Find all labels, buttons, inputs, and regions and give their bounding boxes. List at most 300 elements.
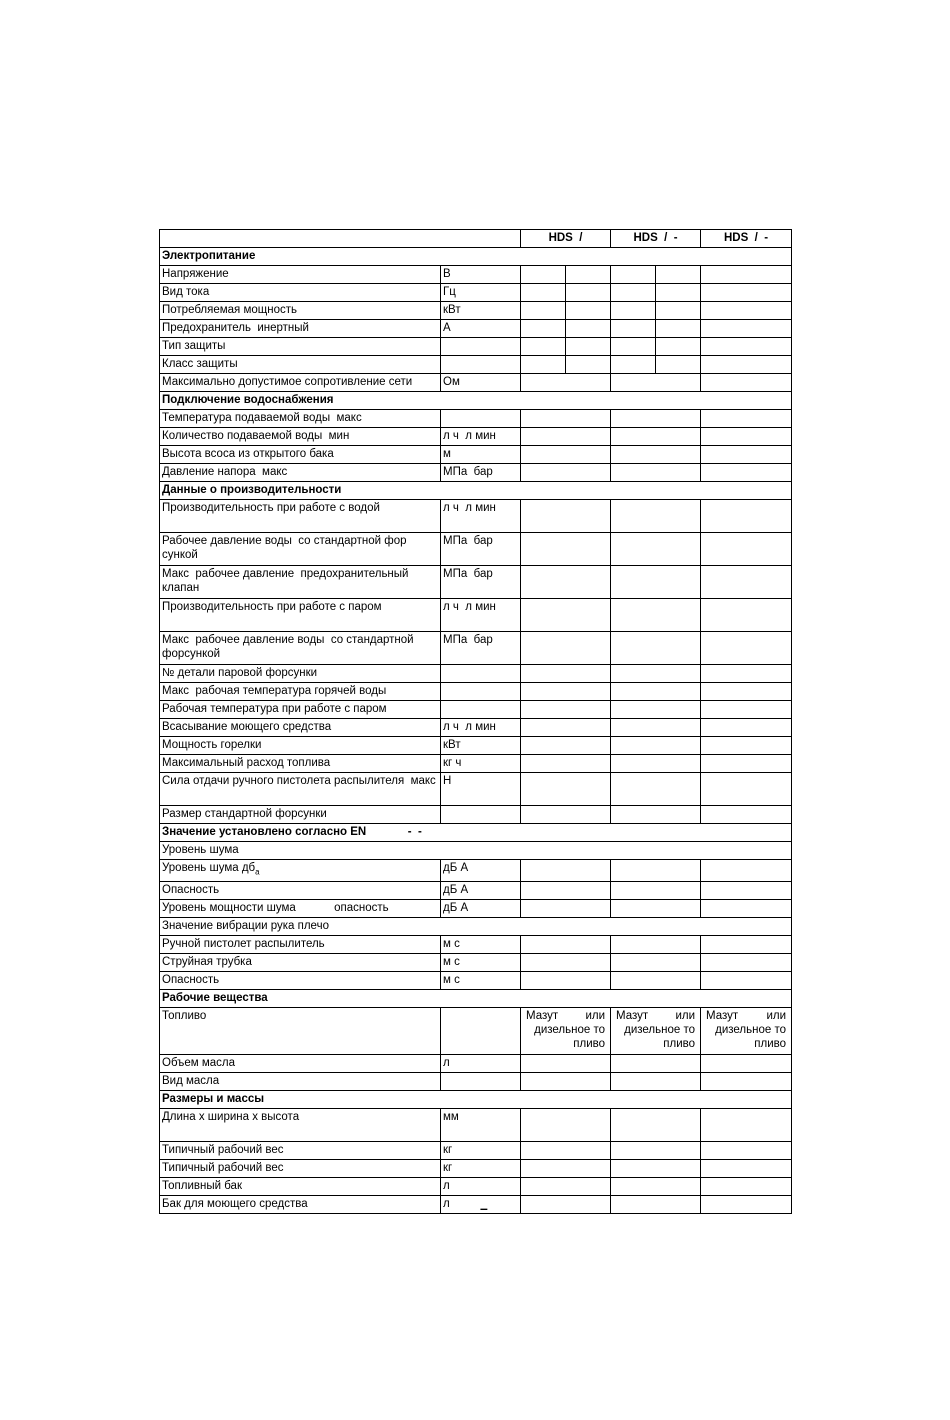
parameter-label bbox=[160, 533, 441, 566]
unit-cell: л bbox=[441, 1196, 521, 1214]
parameter-label-text: Уровень шума дб bbox=[162, 862, 256, 874]
spec-row bbox=[160, 302, 792, 320]
section-header-row bbox=[160, 392, 792, 410]
parameter-label-text: Напряжение bbox=[162, 268, 229, 280]
value-cell bbox=[701, 936, 792, 954]
value-cell bbox=[701, 284, 792, 302]
parameter-label bbox=[160, 446, 441, 464]
subsection-title: Уровень шума bbox=[160, 842, 792, 860]
parameter-label bbox=[160, 374, 441, 392]
value-cell bbox=[521, 356, 566, 374]
fuel-value-line: пливо bbox=[573, 1038, 605, 1051]
unit-cell: МПа бар bbox=[441, 632, 521, 665]
fuel-value-line: Мазут или bbox=[706, 1010, 786, 1023]
parameter-label-text: Макс рабочее давление воды со стандартной форсункой bbox=[162, 634, 417, 660]
section-header-row bbox=[160, 248, 792, 266]
parameter-label-subscript: a bbox=[255, 867, 260, 877]
value-cell bbox=[611, 737, 701, 755]
value-cell bbox=[701, 683, 792, 701]
unit-cell: Ом bbox=[441, 374, 521, 392]
value-cell bbox=[521, 882, 611, 900]
spec-row bbox=[160, 320, 792, 338]
value-cell bbox=[521, 806, 611, 824]
unit-cell: м с bbox=[441, 936, 521, 954]
value-cell bbox=[521, 302, 566, 320]
specifications-body bbox=[160, 230, 792, 1214]
unit-cell: м bbox=[441, 446, 521, 464]
parameter-label bbox=[160, 599, 441, 632]
section-title: Рабочие вещества bbox=[160, 990, 792, 1008]
unit-cell: л bbox=[441, 1055, 521, 1073]
parameter-label-text: Рабочая температура при работе с паром bbox=[162, 703, 387, 715]
parameter-label bbox=[160, 1073, 441, 1091]
value-cell bbox=[611, 936, 701, 954]
value-cell bbox=[611, 632, 701, 665]
value-cell bbox=[611, 1196, 701, 1214]
value-cell bbox=[521, 1142, 611, 1160]
parameter-label-text: Вид тока bbox=[162, 286, 210, 298]
value-cell bbox=[701, 860, 792, 882]
spec-row bbox=[160, 683, 792, 701]
spec-row bbox=[160, 1178, 792, 1196]
spec-row bbox=[160, 410, 792, 428]
parameter-label bbox=[160, 882, 441, 900]
parameter-label bbox=[160, 773, 441, 806]
unit-cell: л ч л мин bbox=[441, 599, 521, 632]
unit-cell: А bbox=[441, 320, 521, 338]
value-cell bbox=[701, 806, 792, 824]
model-header-1: HDS / bbox=[521, 230, 611, 248]
unit-cell bbox=[441, 1073, 521, 1091]
value-cell bbox=[521, 464, 611, 482]
value-cell bbox=[611, 1178, 701, 1196]
value-cell bbox=[701, 1178, 792, 1196]
unit-cell bbox=[441, 356, 521, 374]
parameter-label-text: Максимально допустимое сопротивление сети bbox=[162, 376, 413, 388]
parameter-label bbox=[160, 737, 441, 755]
unit-cell: МПа бар bbox=[441, 566, 521, 599]
value-cell bbox=[701, 773, 792, 806]
value-cell bbox=[701, 266, 792, 284]
parameter-label bbox=[160, 410, 441, 428]
parameter-label-text: Типичный рабочий вес bbox=[162, 1162, 284, 1175]
parameter-label-text: Объем масла bbox=[162, 1057, 235, 1070]
unit-cell: мм bbox=[441, 1109, 521, 1142]
parameter-label-text: Производительность при работе с паром bbox=[162, 601, 382, 613]
value-cell bbox=[701, 701, 792, 719]
fuel-value-cell bbox=[611, 1008, 701, 1055]
value-cell bbox=[701, 1196, 792, 1214]
value-cell bbox=[701, 954, 792, 972]
spec-row bbox=[160, 665, 792, 683]
value-cell bbox=[611, 302, 656, 320]
value-cell bbox=[701, 632, 792, 665]
value-cell bbox=[701, 446, 792, 464]
spec-row bbox=[160, 284, 792, 302]
unit-cell bbox=[441, 1008, 521, 1055]
value-cell bbox=[521, 566, 611, 599]
spec-row bbox=[160, 860, 792, 882]
parameter-label bbox=[160, 302, 441, 320]
spec-row bbox=[160, 806, 792, 824]
value-cell bbox=[701, 1055, 792, 1073]
section-title: Размеры и массы bbox=[160, 1091, 792, 1109]
parameter-label bbox=[160, 719, 441, 737]
unit-cell: кВт bbox=[441, 737, 521, 755]
parameter-label-text: Ручной пистолет распылитель bbox=[162, 938, 325, 951]
section-header-row bbox=[160, 1091, 792, 1109]
value-cell bbox=[566, 320, 611, 338]
unit-cell: В bbox=[441, 266, 521, 284]
unit-cell bbox=[441, 338, 521, 356]
spec-row bbox=[160, 566, 792, 599]
unit-cell: кВт bbox=[441, 302, 521, 320]
value-cell bbox=[611, 1109, 701, 1142]
spec-row bbox=[160, 464, 792, 482]
parameter-label bbox=[160, 701, 441, 719]
value-cell bbox=[521, 737, 611, 755]
value-cell bbox=[611, 446, 701, 464]
parameter-label bbox=[160, 900, 441, 918]
parameter-label-text: Количество подаваемой воды мин bbox=[162, 430, 350, 442]
value-cell bbox=[701, 1142, 792, 1160]
fuel-value-line: пливо bbox=[663, 1038, 695, 1051]
parameter-label bbox=[160, 284, 441, 302]
header-blank-cell bbox=[160, 230, 521, 248]
spec-row bbox=[160, 972, 792, 990]
spec-row bbox=[160, 500, 792, 533]
value-cell bbox=[611, 1142, 701, 1160]
value-cell bbox=[701, 882, 792, 900]
value-cell bbox=[701, 302, 792, 320]
value-cell bbox=[701, 972, 792, 990]
parameter-label bbox=[160, 1142, 441, 1160]
value-cell bbox=[521, 410, 611, 428]
unit-cell bbox=[441, 665, 521, 683]
parameter-label bbox=[160, 1196, 441, 1214]
parameter-label-text: Тип защиты bbox=[162, 340, 226, 352]
value-cell bbox=[701, 320, 792, 338]
value-cell bbox=[521, 972, 611, 990]
page-footer-mark: – bbox=[480, 1200, 488, 1216]
value-cell bbox=[701, 410, 792, 428]
value-cell bbox=[611, 719, 701, 737]
value-cell bbox=[656, 320, 701, 338]
value-cell bbox=[521, 719, 611, 737]
parameter-label bbox=[160, 806, 441, 824]
value-cell bbox=[521, 533, 611, 566]
value-cell bbox=[611, 410, 701, 428]
parameter-label-text: № детали паровой форсунки bbox=[162, 667, 318, 679]
spec-row bbox=[160, 1073, 792, 1091]
section-title: Данные о производительности bbox=[160, 482, 792, 500]
fuel-value-line: дизельное то bbox=[624, 1024, 695, 1037]
unit-cell: л ч л мин bbox=[441, 428, 521, 446]
value-cell bbox=[701, 500, 792, 533]
value-cell bbox=[656, 302, 701, 320]
value-cell bbox=[521, 1178, 611, 1196]
value-cell bbox=[521, 1055, 611, 1073]
fuel-value-line: Мазут или bbox=[526, 1010, 605, 1023]
spec-row bbox=[160, 338, 792, 356]
value-cell bbox=[611, 356, 656, 374]
spec-row bbox=[160, 755, 792, 773]
value-cell bbox=[566, 284, 611, 302]
spec-row bbox=[160, 1008, 792, 1055]
unit-cell: кг ч bbox=[441, 755, 521, 773]
parameter-label bbox=[160, 500, 441, 533]
parameter-label-text: Мощность горелки bbox=[162, 739, 262, 751]
parameter-label-text: Максимальный расход топлива bbox=[162, 757, 331, 769]
value-cell bbox=[701, 719, 792, 737]
value-cell bbox=[701, 755, 792, 773]
value-cell bbox=[611, 320, 656, 338]
value-cell bbox=[656, 284, 701, 302]
parameter-label bbox=[160, 356, 441, 374]
section-title: Значение установлено согласно EN - - bbox=[160, 824, 792, 842]
parameter-label-text: Давление напора макс bbox=[162, 466, 288, 478]
unit-cell: м с bbox=[441, 972, 521, 990]
unit-cell bbox=[441, 701, 521, 719]
spec-row bbox=[160, 1142, 792, 1160]
value-cell bbox=[611, 683, 701, 701]
spec-row bbox=[160, 533, 792, 566]
value-cell bbox=[521, 266, 566, 284]
parameter-label bbox=[160, 1109, 441, 1142]
value-cell bbox=[701, 1160, 792, 1178]
value-cell bbox=[521, 1160, 611, 1178]
section-title: Электропитание bbox=[160, 248, 792, 266]
value-cell bbox=[611, 338, 656, 356]
spec-row bbox=[160, 1055, 792, 1073]
value-cell bbox=[701, 533, 792, 566]
parameter-label-text: Опасность bbox=[162, 974, 220, 987]
value-cell bbox=[701, 428, 792, 446]
value-cell bbox=[611, 1160, 701, 1178]
value-cell bbox=[611, 806, 701, 824]
parameter-label-text: Сила отдачи ручного пистолета распылителя макс bbox=[162, 775, 436, 787]
value-cell bbox=[701, 900, 792, 918]
value-cell bbox=[611, 464, 701, 482]
parameter-label bbox=[160, 1178, 441, 1196]
section-header-row bbox=[160, 990, 792, 1008]
value-cell bbox=[566, 266, 611, 284]
parameter-label-text: Типичный рабочий вес bbox=[162, 1144, 284, 1157]
spec-row bbox=[160, 719, 792, 737]
unit-cell: МПа бар bbox=[441, 464, 521, 482]
value-cell bbox=[701, 464, 792, 482]
value-cell bbox=[521, 683, 611, 701]
fuel-value-line: пливо bbox=[754, 1038, 786, 1051]
fuel-value-cell bbox=[521, 1008, 611, 1055]
unit-cell bbox=[441, 410, 521, 428]
value-cell bbox=[611, 266, 656, 284]
value-cell bbox=[521, 860, 611, 882]
parameter-label bbox=[160, 566, 441, 599]
value-cell bbox=[611, 860, 701, 882]
spec-row bbox=[160, 1196, 792, 1214]
spec-row bbox=[160, 900, 792, 918]
value-cell bbox=[521, 338, 566, 356]
value-cell bbox=[611, 374, 701, 392]
section-title: Подключение водоснабжения bbox=[160, 392, 792, 410]
value-cell bbox=[521, 1196, 611, 1214]
unit-cell: л ч л мин bbox=[441, 719, 521, 737]
value-cell bbox=[521, 701, 611, 719]
spec-row bbox=[160, 356, 792, 374]
value-cell bbox=[701, 566, 792, 599]
value-cell bbox=[521, 374, 611, 392]
unit-cell bbox=[441, 806, 521, 824]
model-header-2: HDS / - bbox=[611, 230, 701, 248]
parameter-label bbox=[160, 972, 441, 990]
parameter-label bbox=[160, 665, 441, 683]
spec-row bbox=[160, 599, 792, 632]
value-cell bbox=[521, 446, 611, 464]
spec-row bbox=[160, 446, 792, 464]
value-cell bbox=[521, 632, 611, 665]
value-cell bbox=[521, 665, 611, 683]
parameter-label-text: Топливо bbox=[162, 1010, 207, 1023]
spec-row bbox=[160, 374, 792, 392]
parameter-label-text: Длина х ширина х высота bbox=[162, 1111, 300, 1124]
value-cell bbox=[611, 500, 701, 533]
parameter-label-text: Производительность при работе с водой bbox=[162, 502, 380, 514]
parameter-label bbox=[160, 464, 441, 482]
value-cell bbox=[521, 954, 611, 972]
value-cell bbox=[611, 755, 701, 773]
parameter-label-text: Рабочее давление воды со стандартной фор сункой bbox=[162, 535, 410, 561]
parameter-label bbox=[160, 320, 441, 338]
value-cell bbox=[566, 338, 611, 356]
model-header-3: HDS / - bbox=[701, 230, 792, 248]
parameter-label bbox=[160, 632, 441, 665]
parameter-label bbox=[160, 338, 441, 356]
parameter-label bbox=[160, 266, 441, 284]
value-cell bbox=[611, 701, 701, 719]
value-cell bbox=[701, 599, 792, 632]
value-cell bbox=[611, 599, 701, 632]
spec-row bbox=[160, 773, 792, 806]
value-cell bbox=[611, 566, 701, 599]
value-cell bbox=[656, 356, 701, 374]
value-cell bbox=[521, 1073, 611, 1091]
section-header-row bbox=[160, 482, 792, 500]
unit-cell: дБ А bbox=[441, 882, 521, 900]
unit-cell: л ч л мин bbox=[441, 500, 521, 533]
value-cell bbox=[611, 665, 701, 683]
value-cell bbox=[521, 500, 611, 533]
parameter-label-text: Бак для моющего средства bbox=[162, 1198, 308, 1211]
spec-row bbox=[160, 882, 792, 900]
fuel-value-line: дизельное то bbox=[534, 1024, 605, 1037]
value-cell bbox=[611, 1055, 701, 1073]
parameter-label-text: Уровень мощности шума опасность bbox=[162, 902, 389, 915]
section-header-row bbox=[160, 824, 792, 842]
unit-cell: дБ А bbox=[441, 900, 521, 918]
value-cell bbox=[701, 356, 792, 374]
unit-cell: кг bbox=[441, 1160, 521, 1178]
parameter-label bbox=[160, 860, 441, 882]
header-row bbox=[160, 230, 792, 248]
spec-row bbox=[160, 936, 792, 954]
fuel-value-line: Мазут или bbox=[616, 1010, 695, 1023]
value-cell bbox=[521, 773, 611, 806]
subsection-title: Значение вибрации рука плечо bbox=[160, 918, 792, 936]
value-cell bbox=[611, 428, 701, 446]
value-cell bbox=[611, 533, 701, 566]
parameter-label bbox=[160, 1160, 441, 1178]
specifications-table bbox=[159, 229, 792, 1214]
parameter-label-text: Всасывание моющего средства bbox=[162, 721, 332, 733]
unit-cell: МПа бар bbox=[441, 533, 521, 566]
parameter-label bbox=[160, 954, 441, 972]
unit-cell: кг bbox=[441, 1142, 521, 1160]
parameter-label-text: Класс защиты bbox=[162, 358, 238, 370]
parameter-label-text: Температура подаваемой воды макс bbox=[162, 412, 362, 424]
value-cell bbox=[521, 320, 566, 338]
unit-cell: Гц bbox=[441, 284, 521, 302]
value-cell bbox=[656, 338, 701, 356]
value-cell bbox=[656, 266, 701, 284]
unit-cell: Н bbox=[441, 773, 521, 806]
value-cell bbox=[521, 1109, 611, 1142]
unit-cell: л bbox=[441, 1178, 521, 1196]
value-cell bbox=[521, 936, 611, 954]
parameter-label bbox=[160, 1008, 441, 1055]
parameter-label bbox=[160, 755, 441, 773]
spec-row bbox=[160, 701, 792, 719]
spec-row bbox=[160, 1109, 792, 1142]
parameter-label-text: Высота всоса из открытого бака bbox=[162, 448, 334, 460]
spec-row bbox=[160, 266, 792, 284]
value-cell bbox=[611, 773, 701, 806]
spec-row bbox=[160, 737, 792, 755]
parameter-label bbox=[160, 1055, 441, 1073]
unit-cell bbox=[441, 683, 521, 701]
value-cell bbox=[566, 302, 611, 320]
value-cell bbox=[701, 665, 792, 683]
value-cell bbox=[611, 954, 701, 972]
value-cell bbox=[611, 972, 701, 990]
value-cell bbox=[521, 428, 611, 446]
parameter-label-text: Предохранитель инертный bbox=[162, 322, 309, 334]
spec-row bbox=[160, 428, 792, 446]
value-cell bbox=[521, 755, 611, 773]
value-cell bbox=[611, 900, 701, 918]
spec-row bbox=[160, 1160, 792, 1178]
parameter-label-text: Макс рабочая температура горячей воды bbox=[162, 685, 387, 697]
parameter-label-text: Топливный бак bbox=[162, 1180, 242, 1193]
parameter-label-text: Потребляемая мощность bbox=[162, 304, 297, 316]
subsection-row bbox=[160, 842, 792, 860]
unit-cell: дБ А bbox=[441, 860, 521, 882]
parameter-label-text: Вид масла bbox=[162, 1075, 220, 1088]
unit-cell: м с bbox=[441, 954, 521, 972]
value-cell bbox=[701, 374, 792, 392]
fuel-value-cell bbox=[701, 1008, 792, 1055]
value-cell bbox=[701, 1109, 792, 1142]
value-cell bbox=[566, 356, 611, 374]
value-cell bbox=[701, 338, 792, 356]
parameter-label bbox=[160, 936, 441, 954]
fuel-value-line: дизельное то bbox=[715, 1024, 786, 1037]
value-cell bbox=[611, 1073, 701, 1091]
parameter-label-text: Размер стандартной форсунки bbox=[162, 808, 327, 820]
parameter-label bbox=[160, 428, 441, 446]
subsection-row bbox=[160, 918, 792, 936]
parameter-label bbox=[160, 683, 441, 701]
